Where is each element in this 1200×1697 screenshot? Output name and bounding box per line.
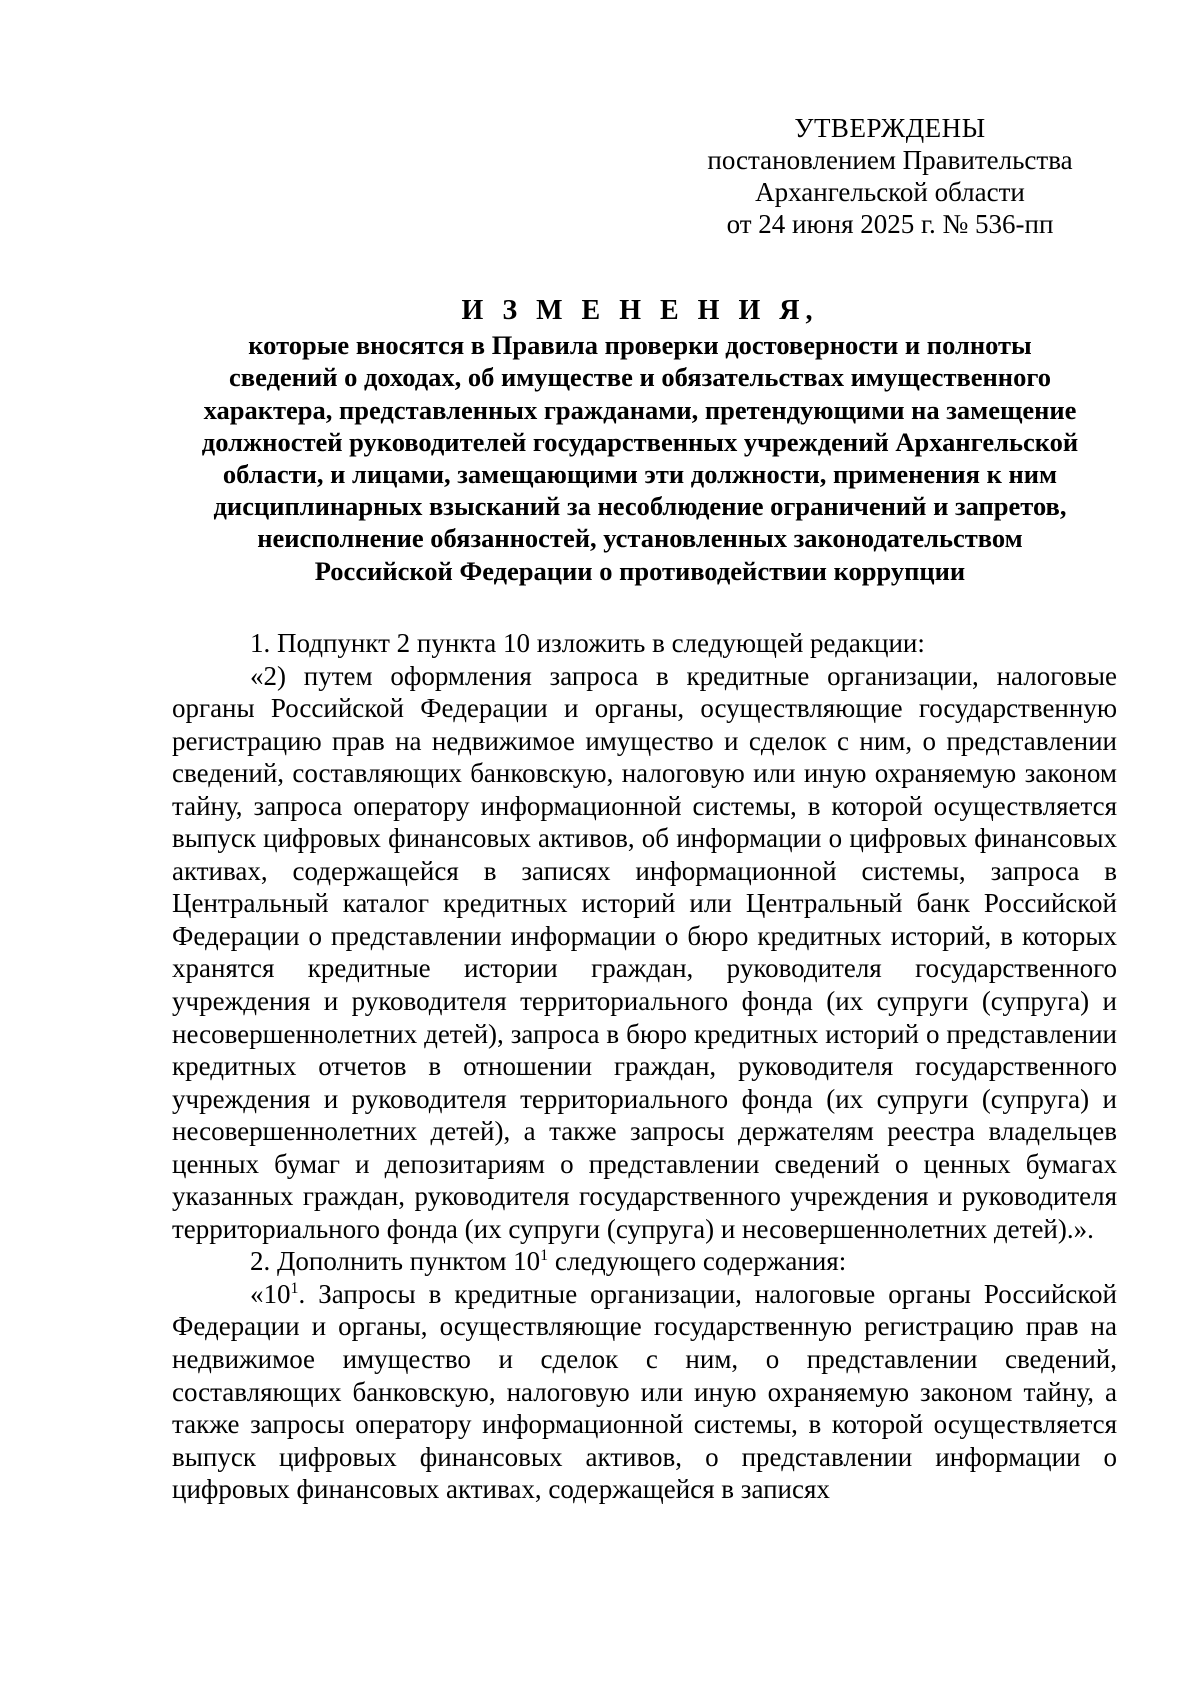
- item-2-intro-text: 2. Дополнить пунктом 10: [250, 1246, 541, 1277]
- approval-line-decree: постановлением Правительства: [707, 145, 1073, 175]
- title-line: области, и лицами, замещающими эти должности, применения к ним: [222, 459, 1058, 490]
- title-line: должностей руководителей государственных учреждений Архангельской: [201, 426, 1079, 457]
- item-1-text: «2) путем оформления запроса в кредитные организации, налоговые органы Российской Федерации и органы, осуществляющие государственную регистрацию прав на недвижимое имущество и сделок с ним, о представлении сведений, составляющих банковскую, налоговую или иную охраняемую законом тайну, запроса оператору информационной системы, в которой осуществляется выпуск цифровых финансовых активов, об информации о цифровых финансовых активах, содержащейся в записях информационной системы, запроса в Центральный каталог кредитных историй или Центральный банк Российской Федерации о представлении информации о бюро кредитных историй, в которых хранятся кредитные истории граждан, руководителя государственного учреждения и руководителя территориального фонда (их супруги (супруга) и несовершеннолетних детей), запроса в бюро кредитных историй о представлении кредитных отчетов в отношении граждан, руководителя государственного учреждения и руководителя территориального фонда (их супруги (супруга) и несовершеннолетних детей), а также запросы держателям реестра владельцев ценных бумаг и депозитариям о представлении сведений о ценных бумагах указанных граждан, руководителя государственного учреждения и руководителя территориального фонда (их супруги (супруга) и несовершеннолетних детей).».: [172, 660, 1117, 1244]
- item-2-text: [172, 1278, 1117, 1506]
- title-line: характера, представленных гражданами, претендующими на замещение: [203, 394, 1077, 425]
- document-body: [172, 627, 1117, 1506]
- approval-heading: УТВЕРЖДЕНЫ: [794, 113, 986, 143]
- item-2-text-superscript: 1: [290, 1279, 299, 1297]
- title-heading: И З М Е Н Е Н И Я,: [461, 295, 819, 326]
- title-line: сведений о доходах, об имуществе и обязательствах имущественного: [229, 362, 1051, 393]
- title-line: Российской Федерации о противодействии коррупции: [314, 555, 966, 586]
- document-title: [160, 295, 1120, 587]
- approval-line-region: Архангельской области: [755, 177, 1025, 207]
- approval-line-date: от 24 июня 2025 г. № 536-пп: [726, 209, 1054, 239]
- item-1-intro: 1. Подпункт 2 пункта 10 изложить в следующей редакции:: [250, 628, 925, 658]
- item-2-text-start: «10: [250, 1278, 291, 1309]
- item-2-intro: [172, 1245, 1117, 1278]
- title-line: дисциплинарных взысканий за несоблюдение ограничений и запретов,: [213, 491, 1067, 522]
- item-2-text-body: . Запросы в кредитные организации, налоговые органы Российской Федерации и органы, осуществляющие государственную регистрацию прав на недвижимое имущество и сделок с ним, о представлении сведений, составляющих банковскую, налоговую или иную охраняемую законом тайну, а также запросы оператору информационной системы, в которой осуществляется выпуск цифровых финансовых активов, о представлении информации о цифровых финансовых активах, содержащейся в записях: [172, 1278, 1117, 1505]
- item-2-intro-superscript: 1: [540, 1247, 549, 1265]
- title-line: которые вносятся в Правила проверки достоверности и полноты: [248, 330, 1032, 361]
- item-2-intro-text-end: следующего содержания:: [548, 1246, 847, 1277]
- title-line: неисполнение обязанностей, установленных законодательством: [257, 523, 1023, 554]
- approval-stamp: [680, 112, 1100, 240]
